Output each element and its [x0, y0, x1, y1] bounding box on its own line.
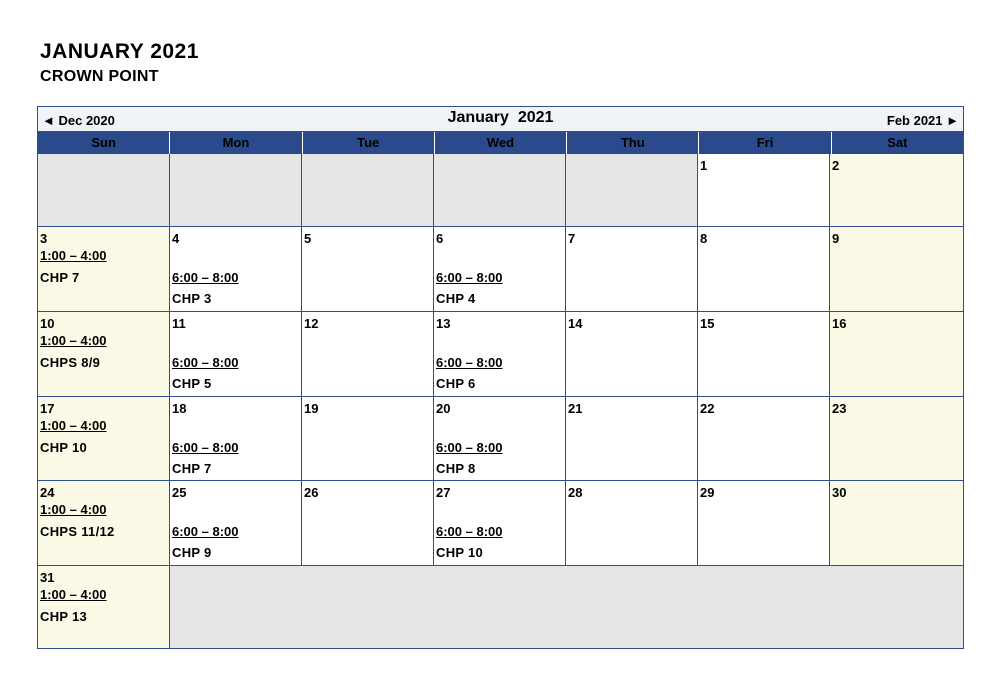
- day-cell[interactable]: [170, 397, 302, 481]
- event-time: 6:00 – 8:00: [436, 270, 503, 285]
- day-cell[interactable]: [434, 397, 566, 481]
- event-label: CHP 4: [436, 291, 476, 306]
- day-number: 19: [304, 401, 319, 416]
- next-month-link[interactable]: Feb 2021 ►: [886, 113, 959, 128]
- day-number: 30: [832, 485, 847, 500]
- event-time: 1:00 – 4:00: [40, 502, 107, 517]
- day-number: 11: [172, 316, 186, 331]
- day-number: 18: [172, 401, 187, 416]
- calendar: [37, 106, 964, 649]
- event-time: 1:00 – 4:00: [40, 333, 107, 348]
- day-number: 6: [436, 231, 444, 246]
- event-label: CHP 6: [436, 376, 476, 391]
- day-cell[interactable]: [434, 312, 566, 397]
- day-number: 22: [700, 401, 715, 416]
- day-number: 8: [700, 231, 708, 246]
- day-number: 7: [568, 231, 576, 246]
- day-cell[interactable]: [566, 481, 698, 566]
- weekday-tue: Tue: [303, 132, 435, 154]
- day-cell[interactable]: [830, 312, 963, 397]
- day-cell[interactable]: [566, 397, 698, 481]
- day-number: 10: [40, 316, 55, 331]
- day-number: 21: [568, 401, 583, 416]
- event-label: CHP 10: [40, 440, 88, 455]
- day-cell[interactable]: [170, 312, 302, 397]
- day-number: 4: [172, 231, 180, 246]
- day-number: 2: [832, 158, 840, 173]
- day-number: 17: [40, 401, 55, 416]
- event-label: CHP 7: [172, 461, 212, 476]
- event-time: 6:00 – 8:00: [172, 270, 239, 285]
- weekday-thu: Thu: [567, 132, 699, 154]
- event-time: 6:00 – 8:00: [436, 355, 503, 370]
- day-number: 28: [568, 485, 583, 500]
- month-title: January 2021: [447, 109, 554, 126]
- event-label: CHP 9: [172, 545, 212, 560]
- day-cell[interactable]: [566, 227, 698, 312]
- empty-day-cell: [434, 154, 566, 227]
- empty-day-cell: [302, 154, 434, 227]
- day-cell[interactable]: [698, 397, 830, 481]
- event-time: 6:00 – 8:00: [172, 440, 239, 455]
- day-cell[interactable]: [302, 227, 434, 312]
- event-time: 6:00 – 8:00: [436, 524, 503, 539]
- day-cell[interactable]: [698, 312, 830, 397]
- event-time: 6:00 – 8:00: [172, 524, 239, 539]
- day-number: 14: [568, 316, 583, 331]
- weekday-fri: Fri: [699, 132, 831, 154]
- event-time: 1:00 – 4:00: [40, 248, 107, 263]
- weekday-wed: Wed: [435, 132, 567, 154]
- event-label: CHP 8: [436, 461, 476, 476]
- day-cell[interactable]: [170, 227, 302, 312]
- day-cell[interactable]: [38, 566, 170, 648]
- day-number: 27: [436, 485, 451, 500]
- calendar-grid: [38, 154, 963, 648]
- event-label: CHP 7: [40, 270, 80, 285]
- day-number: 20: [436, 401, 451, 416]
- empty-day-cell: [170, 566, 963, 648]
- day-cell[interactable]: [698, 227, 830, 312]
- day-number: 16: [832, 316, 847, 331]
- day-cell[interactable]: [302, 312, 434, 397]
- event-label: CHP 13: [40, 609, 88, 624]
- day-cell[interactable]: [38, 227, 170, 312]
- day-cell[interactable]: [38, 397, 170, 481]
- day-number: 9: [832, 231, 840, 246]
- day-cell[interactable]: [830, 227, 963, 312]
- day-cell[interactable]: [38, 312, 170, 397]
- day-number: 26: [304, 485, 319, 500]
- day-cell[interactable]: [170, 481, 302, 566]
- day-cell[interactable]: [302, 481, 434, 566]
- event-time: 6:00 – 8:00: [436, 440, 503, 455]
- day-number: 24: [40, 485, 55, 500]
- weekday-sun: Sun: [38, 132, 170, 154]
- calendar-title: JANUARY 2021: [40, 40, 199, 63]
- day-cell[interactable]: [434, 481, 566, 566]
- event-label: CHPS 8/9: [40, 355, 101, 370]
- day-cell[interactable]: [830, 397, 963, 481]
- day-cell[interactable]: [566, 312, 698, 397]
- day-cell[interactable]: [698, 481, 830, 566]
- event-time: 6:00 – 8:00: [172, 355, 239, 370]
- day-number: 1: [700, 158, 708, 173]
- day-number: 13: [436, 316, 451, 331]
- day-cell[interactable]: [302, 397, 434, 481]
- event-label: CHPS 11/12: [40, 524, 115, 539]
- day-number: 15: [700, 316, 715, 331]
- day-cell[interactable]: [830, 154, 963, 227]
- day-cell[interactable]: [830, 481, 963, 566]
- day-number: 23: [832, 401, 847, 416]
- event-label: CHP 3: [172, 291, 212, 306]
- calendar-nav-bar: [38, 107, 963, 132]
- calendar-subtitle: CROWN POINT: [40, 68, 159, 85]
- weekday-sat: Sat: [887, 135, 908, 150]
- day-cell[interactable]: [698, 154, 830, 227]
- empty-day-cell: [38, 154, 170, 227]
- event-time: 1:00 – 4:00: [40, 587, 107, 602]
- prev-month-link[interactable]: ◄ Dec 2020: [42, 113, 115, 128]
- day-number: 12: [304, 316, 319, 331]
- day-cell[interactable]: [38, 481, 170, 566]
- day-number: 31: [40, 570, 55, 585]
- day-number: 25: [172, 485, 187, 500]
- weekday-header: [38, 132, 963, 154]
- day-number: 29: [700, 485, 715, 500]
- day-cell[interactable]: [434, 227, 566, 312]
- weekday-mon: Mon: [170, 132, 302, 154]
- empty-day-cell: [566, 154, 698, 227]
- day-number: 3: [40, 231, 48, 246]
- event-label: CHP 10: [436, 545, 484, 560]
- empty-day-cell: [170, 154, 302, 227]
- event-label: CHP 5: [172, 376, 212, 391]
- event-time: 1:00 – 4:00: [40, 418, 107, 433]
- day-number: 5: [304, 231, 312, 246]
